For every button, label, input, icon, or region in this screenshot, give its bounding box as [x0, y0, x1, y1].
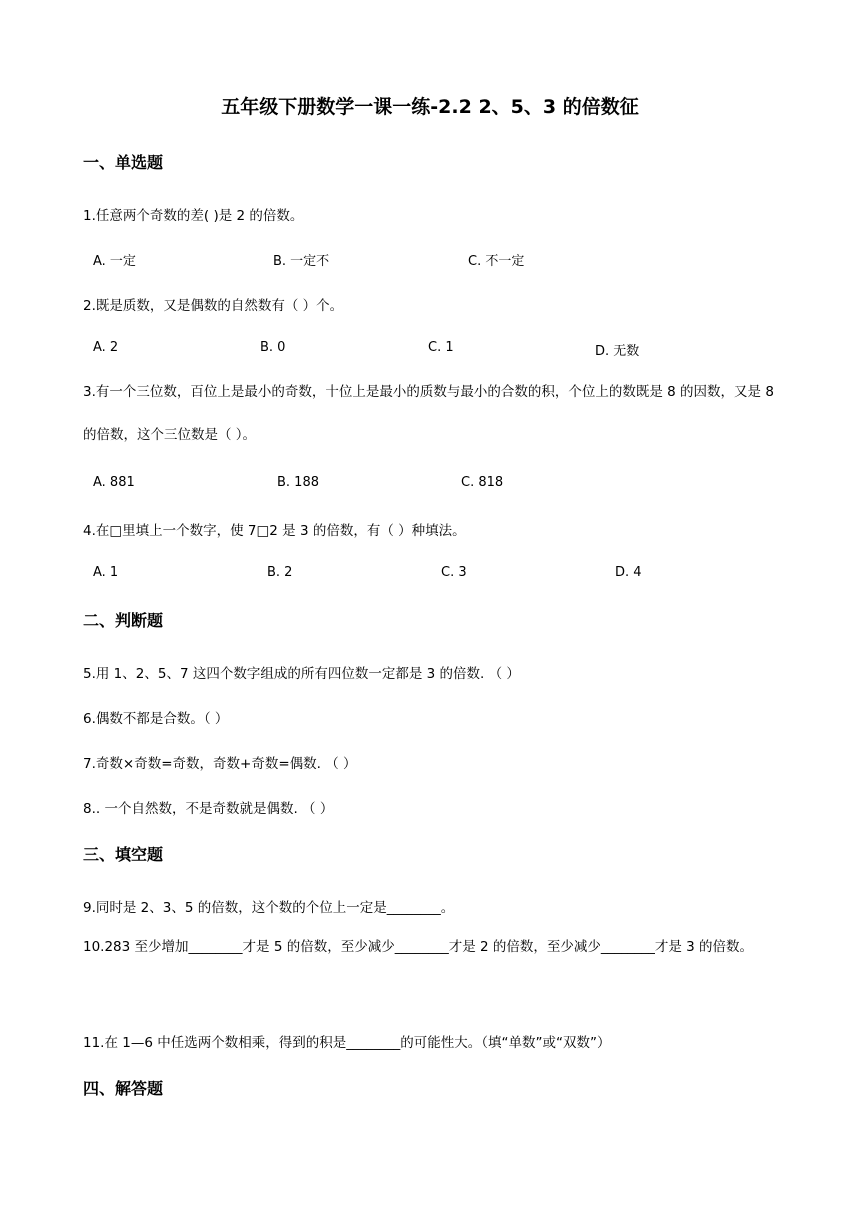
option-1c: C. 不一定 — [468, 254, 525, 269]
question-11: 11.在 1—6 中任选两个数相乘，得到的积是________的可能性大。（填“单数”或“双数”） — [83, 1035, 611, 1051]
question-2: 2.既是质数，又是偶数的自然数有（ ）个。 — [83, 298, 344, 314]
question-9: 9.同时是 2、3、5 的倍数，这个数的个位上一定是________。 — [83, 900, 455, 916]
question-6: 6.偶数不都是合数。（ ） — [83, 711, 229, 727]
question-4: 4.在□里填上一个数字，使 7□2 是 3 的倍数，有（ ）种填法。 — [83, 523, 466, 539]
section-heading: 一、单选题 — [83, 153, 164, 172]
option-2b: B. 0 — [260, 340, 286, 355]
option-4a: A. 1 — [93, 565, 119, 580]
question-10: 10.283 至少增加________才是 5 的倍数，至少减少________才是 2 的倍数，至少减少________才是 3 的倍数。 — [83, 939, 754, 955]
option-1b: B. 一定不 — [273, 254, 330, 269]
section-heading: 三、填空题 — [83, 845, 164, 864]
option-4d: D. 4 — [615, 565, 642, 580]
page-title: 五年级下册数学一课一练-2.2 2、5、3 的倍数征 — [221, 96, 639, 118]
option-4b: B. 2 — [267, 565, 293, 580]
option-3a: A. 881 — [93, 475, 135, 490]
question-5: 5.用 1、2、5、7 这四个数字组成的所有四位数一定都是 3 的倍数. （ ） — [83, 666, 520, 682]
question-8: 8.. 一个自然数，不是奇数就是偶数. （ ） — [83, 801, 334, 817]
section-heading: 二、判断题 — [83, 611, 164, 630]
question-3: 3.有一个三位数，百位上是最小的奇数，十位上是最小的质数与最小的合数的积，个位上的数既是 8 的因数，又是 8 的倍数，这个三位数是（ ）。 — [83, 384, 774, 443]
option-2c: C. 1 — [428, 340, 454, 355]
option-2a: A. 2 — [93, 340, 119, 355]
section-heading: 四、解答题 — [83, 1079, 164, 1098]
option-2d: D. 无数 — [595, 344, 640, 359]
option-3b: B. 188 — [277, 475, 319, 490]
option-3c: C. 818 — [461, 475, 504, 490]
question-1: 1.任意两个奇数的差( )是 2 的倍数。 — [83, 208, 304, 224]
option-1a: A. 一定 — [93, 254, 136, 269]
question-7: 7.奇数×奇数=奇数，奇数+奇数=偶数. （ ） — [83, 756, 357, 772]
option-4c: C. 3 — [441, 565, 467, 580]
